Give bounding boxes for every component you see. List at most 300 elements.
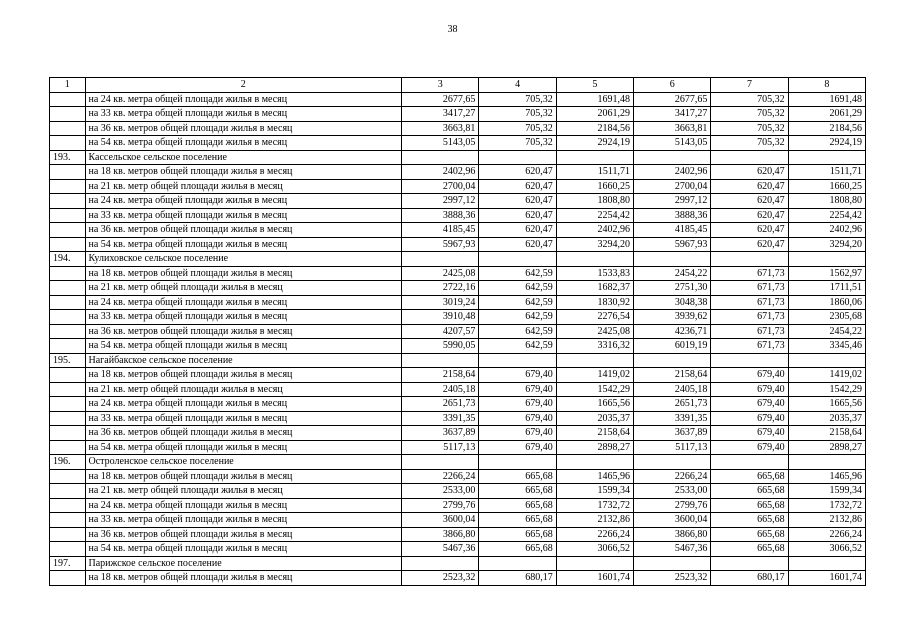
table-row xyxy=(50,513,866,528)
value-cell: 1419,02 xyxy=(788,368,865,383)
value-cell: 2651,73 xyxy=(402,397,479,412)
value-cell: 671,73 xyxy=(711,324,788,339)
value-cell xyxy=(788,252,865,267)
description-cell: на 21 кв. метр общей площади жилья в месяц xyxy=(85,484,402,499)
table-row xyxy=(50,324,866,339)
row-number-cell xyxy=(50,542,86,557)
description-cell: на 18 кв. метров общей площади жилья в месяц xyxy=(85,469,402,484)
value-cell: 665,68 xyxy=(711,513,788,528)
value-cell: 679,40 xyxy=(479,426,556,441)
value-cell: 2924,19 xyxy=(556,136,633,151)
table-row xyxy=(50,527,866,542)
value-cell: 620,47 xyxy=(479,237,556,252)
value-cell: 1682,37 xyxy=(556,281,633,296)
value-cell: 1808,80 xyxy=(788,194,865,209)
table-row xyxy=(50,92,866,107)
value-cell: 2132,86 xyxy=(788,513,865,528)
row-number-cell xyxy=(50,382,86,397)
value-cell: 705,32 xyxy=(479,107,556,122)
value-cell: 3066,52 xyxy=(788,542,865,557)
table-row xyxy=(50,339,866,354)
value-cell: 3663,81 xyxy=(402,121,479,136)
value-cell: 679,40 xyxy=(711,411,788,426)
value-cell: 671,73 xyxy=(711,339,788,354)
value-cell: 5967,93 xyxy=(402,237,479,252)
row-number-cell xyxy=(50,310,86,325)
value-cell xyxy=(479,353,556,368)
row-number-cell xyxy=(50,295,86,310)
value-cell: 642,59 xyxy=(479,266,556,281)
description-cell: на 54 кв. метра общей площади жилья в месяц xyxy=(85,542,402,557)
value-cell xyxy=(711,150,788,165)
value-cell: 3417,27 xyxy=(634,107,711,122)
row-number-cell xyxy=(50,440,86,455)
value-cell: 3888,36 xyxy=(402,208,479,223)
value-cell: 2425,08 xyxy=(402,266,479,281)
value-cell: 2454,22 xyxy=(788,324,865,339)
value-cell: 2997,12 xyxy=(402,194,479,209)
table-row xyxy=(50,266,866,281)
value-cell: 3637,89 xyxy=(634,426,711,441)
row-number-cell: 193. xyxy=(50,150,86,165)
table-row xyxy=(50,382,866,397)
value-cell: 1601,74 xyxy=(556,571,633,586)
value-cell: 2266,24 xyxy=(402,469,479,484)
row-number-cell xyxy=(50,513,86,528)
value-cell: 2898,27 xyxy=(556,440,633,455)
value-cell: 679,40 xyxy=(479,368,556,383)
value-cell xyxy=(556,556,633,571)
value-cell: 3888,36 xyxy=(634,208,711,223)
value-cell: 2305,68 xyxy=(788,310,865,325)
value-cell: 705,32 xyxy=(711,92,788,107)
value-cell: 2924,19 xyxy=(788,136,865,151)
value-cell: 2266,24 xyxy=(788,527,865,542)
value-cell: 1860,06 xyxy=(788,295,865,310)
description-cell: на 33 кв. метра общей площади жилья в месяц xyxy=(85,107,402,122)
table-row xyxy=(50,179,866,194)
table-row xyxy=(50,542,866,557)
value-cell: 642,59 xyxy=(479,324,556,339)
value-cell: 2405,18 xyxy=(402,382,479,397)
value-cell: 620,47 xyxy=(711,208,788,223)
value-cell: 3866,80 xyxy=(634,527,711,542)
value-cell: 5990,05 xyxy=(402,339,479,354)
value-cell: 4185,45 xyxy=(402,223,479,238)
value-cell: 620,47 xyxy=(711,165,788,180)
value-cell: 3294,20 xyxy=(556,237,633,252)
tariff-table xyxy=(49,77,866,586)
value-cell: 679,40 xyxy=(711,426,788,441)
value-cell: 1419,02 xyxy=(556,368,633,383)
value-cell: 665,68 xyxy=(711,469,788,484)
description-cell: на 33 кв. метра общей площади жилья в месяц xyxy=(85,513,402,528)
row-number-cell xyxy=(50,179,86,194)
value-cell: 3417,27 xyxy=(402,107,479,122)
value-cell: 671,73 xyxy=(711,281,788,296)
value-cell xyxy=(788,556,865,571)
value-cell: 671,73 xyxy=(711,310,788,325)
description-cell: Кулиховское сельское поселение xyxy=(85,252,402,267)
row-number-cell: 196. xyxy=(50,455,86,470)
value-cell: 1533,83 xyxy=(556,266,633,281)
value-cell: 2158,64 xyxy=(634,368,711,383)
value-cell: 5117,13 xyxy=(634,440,711,455)
description-cell: на 24 кв. метра общей площади жилья в месяц xyxy=(85,295,402,310)
description-cell: на 18 кв. метров общей площади жилья в месяц xyxy=(85,266,402,281)
value-cell: 1599,34 xyxy=(788,484,865,499)
value-cell: 1711,51 xyxy=(788,281,865,296)
value-cell: 1732,72 xyxy=(556,498,633,513)
table-row xyxy=(50,571,866,586)
value-cell xyxy=(402,150,479,165)
table-row xyxy=(50,252,866,267)
value-cell: 2061,29 xyxy=(788,107,865,122)
value-cell xyxy=(788,353,865,368)
description-cell: на 18 кв. метров общей площади жилья в месяц xyxy=(85,571,402,586)
table-row xyxy=(50,107,866,122)
value-cell: 705,32 xyxy=(479,92,556,107)
value-cell: 2184,56 xyxy=(788,121,865,136)
value-cell xyxy=(634,353,711,368)
value-cell xyxy=(556,353,633,368)
row-number-cell: 197. xyxy=(50,556,86,571)
table-row xyxy=(50,484,866,499)
header-cell: 1 xyxy=(50,78,86,93)
value-cell: 620,47 xyxy=(711,179,788,194)
value-cell: 2254,42 xyxy=(788,208,865,223)
table-row xyxy=(50,150,866,165)
value-cell: 2898,27 xyxy=(788,440,865,455)
value-cell: 4236,71 xyxy=(634,324,711,339)
value-cell: 2799,76 xyxy=(402,498,479,513)
value-cell: 3316,32 xyxy=(556,339,633,354)
row-number-cell xyxy=(50,469,86,484)
value-cell: 665,68 xyxy=(479,542,556,557)
value-cell: 3910,48 xyxy=(402,310,479,325)
value-cell xyxy=(711,556,788,571)
value-cell: 2158,64 xyxy=(788,426,865,441)
value-cell: 679,40 xyxy=(479,440,556,455)
value-cell xyxy=(634,252,711,267)
description-cell: на 24 кв. метра общей площади жилья в месяц xyxy=(85,92,402,107)
value-cell: 679,40 xyxy=(479,397,556,412)
value-cell: 1660,25 xyxy=(556,179,633,194)
value-cell: 2184,56 xyxy=(556,121,633,136)
value-cell: 1830,92 xyxy=(556,295,633,310)
value-cell: 1542,29 xyxy=(556,382,633,397)
description-cell: на 33 кв. метра общей площади жилья в месяц xyxy=(85,411,402,426)
value-cell: 2061,29 xyxy=(556,107,633,122)
value-cell: 671,73 xyxy=(711,295,788,310)
row-number-cell: 194. xyxy=(50,252,86,267)
value-cell: 1660,25 xyxy=(788,179,865,194)
header-cell: 7 xyxy=(711,78,788,93)
description-cell: на 36 кв. метров общей площади жилья в месяц xyxy=(85,324,402,339)
value-cell: 665,68 xyxy=(711,484,788,499)
value-cell: 1542,29 xyxy=(788,382,865,397)
header-cell: 8 xyxy=(788,78,865,93)
value-cell: 1562,97 xyxy=(788,266,865,281)
description-cell: Парижское сельское поселение xyxy=(85,556,402,571)
description-cell: на 54 кв. метра общей площади жилья в месяц xyxy=(85,339,402,354)
value-cell: 2405,18 xyxy=(634,382,711,397)
value-cell: 1511,71 xyxy=(556,165,633,180)
table-row xyxy=(50,194,866,209)
description-cell: на 21 кв. метр общей площади жилья в месяц xyxy=(85,382,402,397)
value-cell: 2254,42 xyxy=(556,208,633,223)
value-cell: 620,47 xyxy=(479,165,556,180)
table-row xyxy=(50,426,866,441)
value-cell xyxy=(634,150,711,165)
value-cell: 3066,52 xyxy=(556,542,633,557)
value-cell: 620,47 xyxy=(711,194,788,209)
table-row xyxy=(50,498,866,513)
value-cell xyxy=(711,455,788,470)
row-number-cell xyxy=(50,411,86,426)
value-cell: 5467,36 xyxy=(634,542,711,557)
table-row xyxy=(50,121,866,136)
value-cell xyxy=(402,556,479,571)
value-cell: 680,17 xyxy=(479,571,556,586)
value-cell: 5117,13 xyxy=(402,440,479,455)
value-cell: 2425,08 xyxy=(556,324,633,339)
value-cell: 642,59 xyxy=(479,281,556,296)
value-cell: 620,47 xyxy=(711,237,788,252)
page-number: 38 xyxy=(447,24,458,35)
value-cell: 2700,04 xyxy=(634,179,711,194)
row-number-cell xyxy=(50,266,86,281)
row-number-cell xyxy=(50,281,86,296)
value-cell: 679,40 xyxy=(711,368,788,383)
table-row xyxy=(50,281,866,296)
value-cell: 620,47 xyxy=(479,223,556,238)
table-row xyxy=(50,411,866,426)
value-cell: 2722,16 xyxy=(402,281,479,296)
value-cell: 3600,04 xyxy=(402,513,479,528)
value-cell xyxy=(711,252,788,267)
description-cell: на 33 кв. метра общей площади жилья в месяц xyxy=(85,310,402,325)
value-cell xyxy=(556,252,633,267)
value-cell: 1691,48 xyxy=(788,92,865,107)
table-row xyxy=(50,223,866,238)
value-cell: 2523,32 xyxy=(402,571,479,586)
value-cell: 1511,71 xyxy=(788,165,865,180)
row-number-cell xyxy=(50,165,86,180)
value-cell xyxy=(556,455,633,470)
value-cell: 2454,22 xyxy=(634,266,711,281)
value-cell: 3019,24 xyxy=(402,295,479,310)
value-cell: 1665,56 xyxy=(556,397,633,412)
row-number-cell xyxy=(50,223,86,238)
value-cell: 2276,54 xyxy=(556,310,633,325)
header-cell: 4 xyxy=(479,78,556,93)
value-cell: 2523,32 xyxy=(634,571,711,586)
value-cell: 3866,80 xyxy=(402,527,479,542)
row-number-cell xyxy=(50,324,86,339)
value-cell xyxy=(556,150,633,165)
table-row xyxy=(50,136,866,151)
value-cell: 3939,62 xyxy=(634,310,711,325)
value-cell: 665,68 xyxy=(479,527,556,542)
value-cell xyxy=(788,150,865,165)
value-cell: 705,32 xyxy=(711,121,788,136)
description-cell: на 24 кв. метра общей площади жилья в месяц xyxy=(85,194,402,209)
row-number-cell xyxy=(50,339,86,354)
value-cell: 642,59 xyxy=(479,295,556,310)
value-cell: 705,32 xyxy=(711,136,788,151)
value-cell: 2799,76 xyxy=(634,498,711,513)
table-row xyxy=(50,455,866,470)
value-cell: 665,68 xyxy=(711,542,788,557)
value-cell: 2158,64 xyxy=(556,426,633,441)
value-cell: 2158,64 xyxy=(402,368,479,383)
value-cell: 679,40 xyxy=(479,411,556,426)
value-cell: 2533,00 xyxy=(634,484,711,499)
value-cell: 679,40 xyxy=(711,440,788,455)
row-number-cell xyxy=(50,571,86,586)
value-cell: 642,59 xyxy=(479,339,556,354)
description-cell: на 33 кв. метра общей площади жилья в месяц xyxy=(85,208,402,223)
value-cell: 2677,65 xyxy=(634,92,711,107)
description-cell: на 54 кв. метра общей площади жилья в месяц xyxy=(85,440,402,455)
row-number-cell xyxy=(50,368,86,383)
value-cell: 3391,35 xyxy=(634,411,711,426)
description-cell: на 21 кв. метр общей площади жилья в месяц xyxy=(85,179,402,194)
description-cell: Нагайбакское сельское поселение xyxy=(85,353,402,368)
description-cell: на 24 кв. метра общей площади жилья в месяц xyxy=(85,397,402,412)
row-number-cell xyxy=(50,92,86,107)
value-cell: 5143,05 xyxy=(634,136,711,151)
value-cell: 2402,96 xyxy=(402,165,479,180)
value-cell: 2132,86 xyxy=(556,513,633,528)
value-cell xyxy=(788,455,865,470)
value-cell: 665,68 xyxy=(479,498,556,513)
value-cell: 1808,80 xyxy=(556,194,633,209)
description-cell: на 21 кв. метр общей площади жилья в месяц xyxy=(85,281,402,296)
row-number-cell xyxy=(50,397,86,412)
value-cell: 705,32 xyxy=(711,107,788,122)
value-cell: 1691,48 xyxy=(556,92,633,107)
value-cell: 5143,05 xyxy=(402,136,479,151)
table-row xyxy=(50,397,866,412)
description-cell: на 24 кв. метра общей площади жилья в месяц xyxy=(85,498,402,513)
row-number-cell xyxy=(50,237,86,252)
row-number-cell xyxy=(50,426,86,441)
value-cell: 620,47 xyxy=(479,179,556,194)
value-cell: 2402,96 xyxy=(634,165,711,180)
description-cell: на 18 кв. метров общей площади жилья в месяц xyxy=(85,165,402,180)
table-row xyxy=(50,208,866,223)
description-cell: Кассельское сельское поселение xyxy=(85,150,402,165)
header-cell: 5 xyxy=(556,78,633,93)
table-row xyxy=(50,353,866,368)
row-number-cell xyxy=(50,121,86,136)
row-number-cell xyxy=(50,107,86,122)
value-cell: 620,47 xyxy=(479,194,556,209)
value-cell: 2997,12 xyxy=(634,194,711,209)
value-cell xyxy=(479,556,556,571)
table-body xyxy=(50,78,866,586)
value-cell: 705,32 xyxy=(479,136,556,151)
value-cell: 679,40 xyxy=(711,382,788,397)
description-cell: на 54 кв. метра общей площади жилья в месяц xyxy=(85,237,402,252)
description-cell: на 36 кв. метров общей площади жилья в месяц xyxy=(85,527,402,542)
value-cell: 3391,35 xyxy=(402,411,479,426)
value-cell: 2266,24 xyxy=(556,527,633,542)
value-cell: 5467,36 xyxy=(402,542,479,557)
value-cell xyxy=(402,455,479,470)
value-cell: 665,68 xyxy=(479,513,556,528)
header-cell: 2 xyxy=(85,78,402,93)
value-cell: 620,47 xyxy=(711,223,788,238)
header-cell: 6 xyxy=(634,78,711,93)
value-cell: 620,47 xyxy=(479,208,556,223)
value-cell xyxy=(479,455,556,470)
value-cell: 1732,72 xyxy=(788,498,865,513)
value-cell: 2035,37 xyxy=(788,411,865,426)
value-cell xyxy=(634,455,711,470)
value-cell: 3663,81 xyxy=(634,121,711,136)
value-cell: 2533,00 xyxy=(402,484,479,499)
value-cell: 665,68 xyxy=(479,469,556,484)
description-cell: Остроленское сельское поселение xyxy=(85,455,402,470)
description-cell: на 54 кв. метра общей площади жилья в месяц xyxy=(85,136,402,151)
row-number-cell xyxy=(50,527,86,542)
value-cell: 2402,96 xyxy=(556,223,633,238)
value-cell: 5967,93 xyxy=(634,237,711,252)
value-cell: 1601,74 xyxy=(788,571,865,586)
value-cell: 3294,20 xyxy=(788,237,865,252)
value-cell xyxy=(711,353,788,368)
row-number-cell: 195. xyxy=(50,353,86,368)
table-row xyxy=(50,237,866,252)
value-cell: 1465,96 xyxy=(556,469,633,484)
value-cell: 4207,57 xyxy=(402,324,479,339)
value-cell: 671,73 xyxy=(711,266,788,281)
value-cell: 2266,24 xyxy=(634,469,711,484)
table-row xyxy=(50,310,866,325)
row-number-cell xyxy=(50,208,86,223)
description-cell: на 36 кв. метров общей площади жилья в месяц xyxy=(85,426,402,441)
value-cell: 642,59 xyxy=(479,310,556,325)
table-row xyxy=(50,165,866,180)
value-cell: 1465,96 xyxy=(788,469,865,484)
value-cell: 680,17 xyxy=(711,571,788,586)
value-cell: 665,68 xyxy=(711,498,788,513)
value-cell: 3637,89 xyxy=(402,426,479,441)
value-cell: 665,68 xyxy=(479,484,556,499)
value-cell: 1599,34 xyxy=(556,484,633,499)
header-row xyxy=(50,78,866,93)
value-cell: 4185,45 xyxy=(634,223,711,238)
description-cell: на 18 кв. метров общей площади жилья в месяц xyxy=(85,368,402,383)
value-cell: 1665,56 xyxy=(788,397,865,412)
value-cell: 705,32 xyxy=(479,121,556,136)
value-cell xyxy=(479,150,556,165)
description-cell: на 36 кв. метров общей площади жилья в месяц xyxy=(85,223,402,238)
value-cell: 679,40 xyxy=(479,382,556,397)
table-row xyxy=(50,368,866,383)
header-cell: 3 xyxy=(402,78,479,93)
value-cell: 665,68 xyxy=(711,527,788,542)
row-number-cell xyxy=(50,136,86,151)
row-number-cell xyxy=(50,194,86,209)
value-cell xyxy=(634,556,711,571)
value-cell: 679,40 xyxy=(711,397,788,412)
value-cell xyxy=(402,353,479,368)
table-row xyxy=(50,440,866,455)
